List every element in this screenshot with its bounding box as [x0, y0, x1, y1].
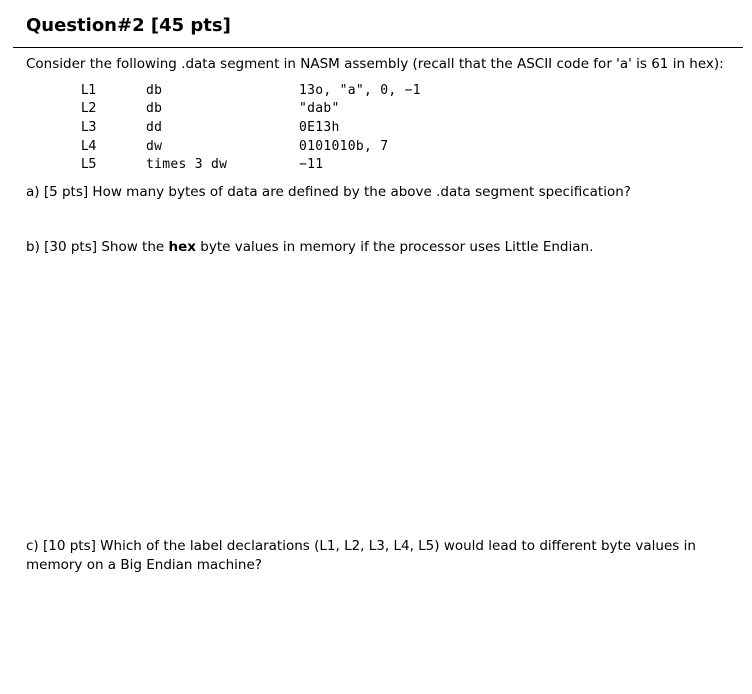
question-title: Question#2 [45 pts] [26, 15, 231, 36]
code-label: L1 [81, 83, 97, 98]
part-b-question [26, 238, 593, 257]
part-b-suffix: byte values in memory if the processor uses Little Endian. [195, 239, 594, 255]
code-operands: 13o, "a", 0, −1 [299, 83, 421, 98]
code-directive: dd [146, 120, 163, 135]
title-divider [13, 47, 743, 48]
code-label: L3 [81, 120, 97, 135]
part-c-question: c) [10 pts] Which of the label declarations (L1, L2, L3, L4, L5) would lead to different byte values in memory on a Big Endian machine? [26, 538, 696, 573]
code-directive: times 3 dw [146, 157, 228, 172]
code-operands: "dab" [299, 101, 340, 116]
code-operands: −11 [299, 157, 324, 172]
part-b-prefix: b) [30 pts] Show the [26, 239, 169, 255]
code-operands: 0101010b, 7 [299, 139, 389, 154]
intro-text: Consider the following .data segment in NASM assembly (recall that the ASCII code for 'a' is 61 in hex): [26, 56, 724, 72]
code-directive: dw [146, 139, 163, 154]
code-label: L2 [81, 101, 97, 116]
code-directive: db [146, 83, 163, 98]
code-directive: db [146, 101, 163, 116]
code-label: L5 [81, 157, 97, 172]
part-b-emphasis: hex [168, 239, 196, 255]
code-label: L4 [81, 139, 97, 154]
part-a-question: a) [5 pts] How many bytes of data are defined by the above .data segment specification? [26, 184, 631, 200]
code-operands: 0E13h [299, 120, 340, 135]
